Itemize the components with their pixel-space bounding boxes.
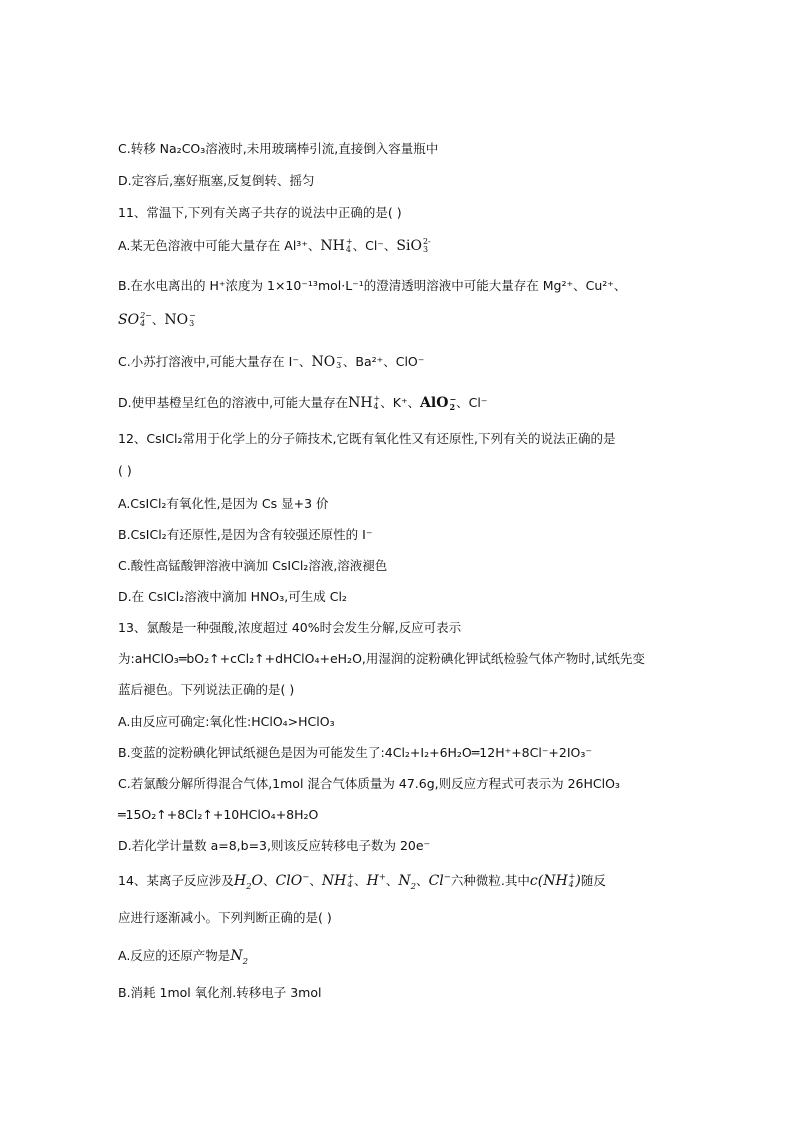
- silicate-ion: SiO 2- 3: [396, 237, 431, 254]
- question-14-stem-cont: [118, 910, 332, 926]
- hydrogen-ion: H+: [366, 872, 386, 889]
- text: 随反: [580, 873, 606, 888]
- text: 、Cl⁻: [456, 395, 488, 410]
- question-11-stem: [118, 205, 402, 221]
- hypochlorite-ion: ClO−: [275, 872, 310, 889]
- nitrate-ion: NO − 3: [164, 311, 196, 328]
- text: 蓝后褪色。下列说法正确的是( ): [118, 682, 295, 697]
- option-13b: [118, 745, 592, 761]
- text: C.酸性高锰酸钾溶液中滴加 CsICl₂溶液,溶液褪色: [118, 558, 388, 573]
- text: 13、氯酸是一种强酸,浓度超过 40%时会发生分解,反应可表示: [118, 620, 462, 635]
- chloride-ion: Cl−: [428, 872, 451, 889]
- question-13-prompt: [118, 682, 294, 698]
- text: B.CsICl₂有还原性,是因为含有较强还原性的 I⁻: [118, 527, 373, 542]
- option-14b: [118, 985, 321, 1001]
- text: B.在水电离出的 H⁺浓度为 1×10⁻¹³mol·L⁻¹的澄清透明溶液中可能大量存在 Mg²⁺、Cu²⁺、: [118, 278, 627, 293]
- text: C.小苏打溶液中,可能大量存在 I⁻、: [118, 354, 312, 369]
- option-10c: [118, 141, 438, 157]
- text: 12、CsICl₂常用于化学上的分子筛技术,它既有氧化性又有还原性,下列有关的说法正确的是: [118, 431, 616, 446]
- text: 为:aHClO₃═bO₂↑+cCl₂↑+dHClO₄+eH₂O,用湿润的淀粉碘化钾试纸检验气体产物时,试纸先变: [118, 651, 645, 666]
- nitrate-ion: NO − 3: [311, 353, 343, 370]
- text: A.CsICl₂有氧化性,是因为 Cs 显+3 价: [118, 496, 329, 511]
- text: B.变蓝的淀粉碘化钾试纸褪色是因为可能发生了:4Cl₂+I₂+6H₂O═12H⁺+8Cl⁻+2IO₃⁻: [118, 745, 592, 760]
- option-13c: [118, 776, 620, 792]
- text: D.定容后,塞好瓶塞,反复倒转、摇匀: [118, 173, 315, 188]
- option-11c: [118, 354, 424, 370]
- text: 、K⁺、: [380, 395, 421, 410]
- question-13-equation: [118, 651, 645, 667]
- text: D.若化学计量数 a=8,b=3,则该反应转移电子数为 20e⁻: [118, 838, 431, 853]
- ammonium-concentration: c(NH + 4 ): [529, 872, 581, 889]
- option-11b-cont: [118, 312, 196, 328]
- text: C.转移 Na₂CO₃溶液时,未用玻璃棒引流,直接倒入容量瓶中: [118, 141, 439, 156]
- option-13a: [118, 714, 335, 730]
- option-12a: [118, 496, 329, 512]
- option-14a: [118, 948, 248, 967]
- text: A.某无色溶液中可能大量存在 Al³⁺、: [118, 238, 321, 253]
- separator: 、: [151, 312, 165, 327]
- text: D.使甲基橙呈红色的溶液中,可能大量存在: [118, 395, 349, 410]
- text: C.若氯酸分解所得混合气体,1mol 混合气体质量为 47.6g,则反应方程式可表示为 26HClO₃: [118, 776, 620, 791]
- option-12c: [118, 558, 387, 574]
- text: ═15O₂↑+8Cl₂↑+10HClO₄+8H₂O: [118, 807, 319, 822]
- text: 、Cl⁻、: [352, 238, 397, 253]
- question-14-stem: 14、某离子反应涉及$H_2O$、ClO−、NH + 4 、H+、$N_2$、Cl−六种微粒.其中c(NH + 4 )随反: [118, 872, 606, 892]
- text: 、Ba²⁺、ClO⁻: [342, 354, 425, 369]
- option-11a: [118, 238, 431, 254]
- ammonium-ion: NH + 4: [320, 237, 353, 254]
- option-13c-cont: [118, 807, 318, 823]
- option-11b: [118, 278, 626, 294]
- text: 11、常温下,下列有关离子共存的说法中正确的是( ): [118, 205, 402, 220]
- text: B.消耗 1mol 氧化剂.转移电子 3mol: [118, 985, 322, 1000]
- ammonium-ion: NH + 4: [321, 872, 355, 889]
- nitrogen-formula: $N_2$: [230, 948, 248, 967]
- option-11d: [118, 395, 487, 411]
- text: 六种微粒.其中: [450, 873, 530, 888]
- text: A.反应的还原产物是: [118, 948, 231, 963]
- option-12b: [118, 527, 372, 543]
- question-12-stem: [118, 431, 616, 447]
- sulfate-ion: SO 2− 4: [118, 311, 152, 328]
- aluminate-ion: AlO − 2: [420, 394, 457, 412]
- question-12-paren: [118, 463, 132, 479]
- option-12d: [118, 589, 347, 605]
- text: D.在 CsICl₂溶液中滴加 HNO₃,可生成 Cl₂: [118, 589, 347, 604]
- text: 应进行逐渐减小。下列判断正确的是( ): [118, 910, 332, 925]
- ammonium-ion: NH + 4: [348, 394, 381, 411]
- text: 14、某离子反应涉及: [118, 873, 234, 888]
- text: A.由反应可确定:氧化性:HClO₄>HClO₃: [118, 714, 335, 729]
- water-formula: $H_2O$: [233, 873, 264, 892]
- option-13d: [118, 838, 430, 854]
- text: ( ): [118, 463, 132, 478]
- option-10d: [118, 173, 315, 189]
- question-13-stem: [118, 620, 461, 636]
- nitrogen-formula: $N_2$: [398, 873, 417, 892]
